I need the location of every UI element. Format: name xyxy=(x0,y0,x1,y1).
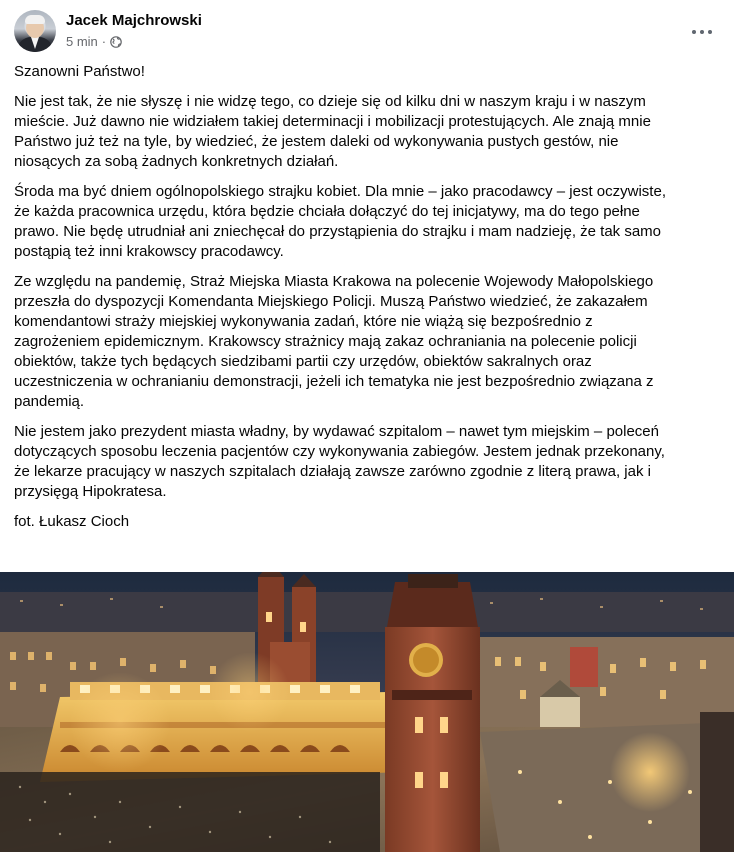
post-paragraph: Środa ma być dniem ogólnopolskiego strajku kobiet. Dla mnie – jako pracodawcy – jest oczywiste, że każda pracownica urzędu, która będzie chciała dołączyć do tej inicjatywy, ma do tego pełne prawo. Nie będę utrudniał ani zniechęcał do przystąpienia do strajku i mam nadzieję, że tak samo postąpią też inni krakowscy pracodawcy. xyxy=(14,183,666,260)
post-header xyxy=(14,10,720,54)
more-options-button[interactable] xyxy=(684,14,720,50)
post-paragraph: Nie jest tak, że nie słyszę i nie widzę tego, co dzieje się od kilku dni w naszym kraju i w naszym mieście. Już dawno nie widziałem takiej determinacji i mobilizacji protestujących. Ale znają mnie Państwo już też na tyle, by wiedzieć, że jestem daleki od wykonywania pustych gestów, nie niosących za sobą żadnych konkretnych działań. xyxy=(14,93,651,170)
post-paragraph: Nie jestem jako prezydent miasta władny, by wydawać szpitalom – nawet tym miejskim – poleceń dotyczących sposobu leczenia pacjentów czy wykonywania zabiegów. Jestem jednak przekonany, że lekarze pracujący w naszych szpitalach działają zawsze zarówno zgodnie z literą prawa, jak i przysięgą Hipokratesa. xyxy=(14,423,665,500)
post-timestamp[interactable]: 5 min xyxy=(66,34,98,49)
post-text xyxy=(14,62,720,542)
author-avatar[interactable] xyxy=(14,10,56,52)
globe-icon[interactable] xyxy=(110,36,122,48)
post-meta xyxy=(66,34,122,49)
post-photo[interactable] xyxy=(0,572,734,852)
author-name[interactable]: Jacek Majchrowski xyxy=(66,12,202,29)
krakow-square-image xyxy=(0,572,734,852)
meta-separator: · xyxy=(101,34,107,49)
more-horizontal-icon xyxy=(692,30,696,34)
post-paragraph: Szanowni Państwo! xyxy=(14,63,145,80)
post-paragraph: Ze względu na pandemię, Straż Miejska Miasta Krakowa na polecenie Wojewody Małopolskiego przeszła do dyspozycji Komendanta Miejskiego Policji. Muszą Państwo wiedzieć, że zakazałem komendantowi straży miejskiej wykonywania zadań, które nie wiążą się bezpośrednio z zagrożeniem epidemicznym. Krakowscy strażnicy mają zakaz ochraniania na polecenie policji obiektów, także tych będących siedzibami partii czy urzędów, obiektów sakralnych oraz uczestniczenia w ochranianiu demonstracji, jeżeli ich tematyka nie jest bezpośrednio związana z pandemią. xyxy=(14,273,654,410)
photo-credit: fot. Łukasz Cioch xyxy=(14,513,130,530)
